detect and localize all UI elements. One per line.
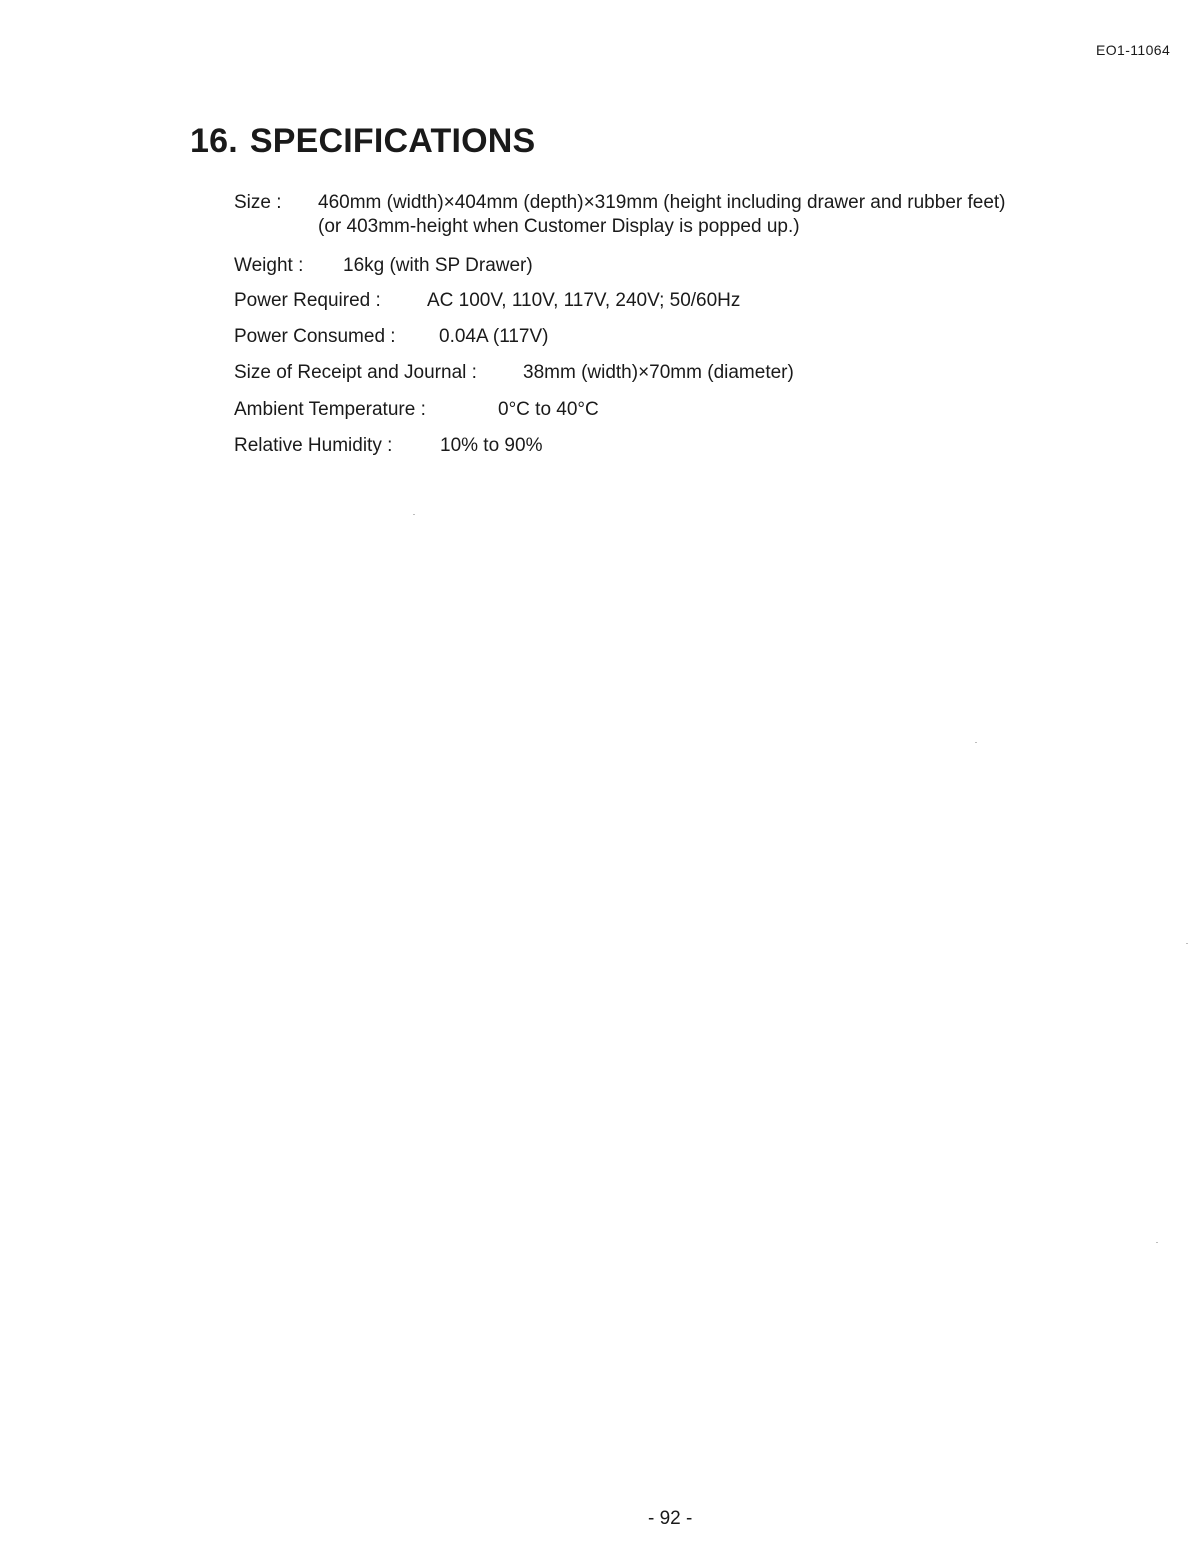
page-number: - 92 - [648, 1508, 693, 1529]
scan-speck [1156, 1242, 1158, 1243]
spec-value: 10% to 90% [440, 435, 543, 456]
spec-label: Weight : [234, 255, 304, 276]
spec-value: 0°C to 40°C [498, 399, 599, 420]
spec-relative-humidity [234, 435, 542, 457]
spec-ambient-temperature [234, 399, 599, 421]
scan-speck [1186, 943, 1188, 944]
spec-value: AC 100V, 110V, 117V, 240V; 50/60Hz [427, 290, 741, 311]
spec-weight [234, 255, 533, 277]
spec-value: 16kg (with SP Drawer) [343, 255, 533, 276]
spec-value: 38mm (width)×70mm (diameter) [523, 362, 794, 383]
spec-value: 460mm (width)×404mm (depth)×319mm (height including drawer and rubber feet) [318, 192, 1006, 213]
spec-receipt-journal-size [234, 362, 794, 384]
spec-label: Ambient Temperature : [234, 399, 426, 420]
section-heading [190, 122, 535, 161]
section-number: 16. [190, 122, 238, 160]
spec-label: Power Consumed : [234, 326, 396, 347]
spec-label: Relative Humidity : [234, 435, 393, 456]
spec-label: Size of Receipt and Journal : [234, 362, 477, 383]
spec-label: Power Required : [234, 290, 381, 311]
document-number: EO1-11064 [1096, 42, 1171, 58]
spec-power-consumed [234, 326, 549, 348]
scan-speck [413, 514, 415, 515]
spec-label: Size : [234, 192, 282, 213]
scan-speck [975, 742, 977, 743]
section-title: SPECIFICATIONS [249, 122, 536, 160]
spec-value: 0.04A (117V) [439, 326, 549, 347]
spec-size [234, 192, 1006, 214]
spec-size-continuation: (or 403mm-height when Customer Display is popped up.) [318, 216, 800, 237]
spec-power-required [234, 290, 740, 312]
